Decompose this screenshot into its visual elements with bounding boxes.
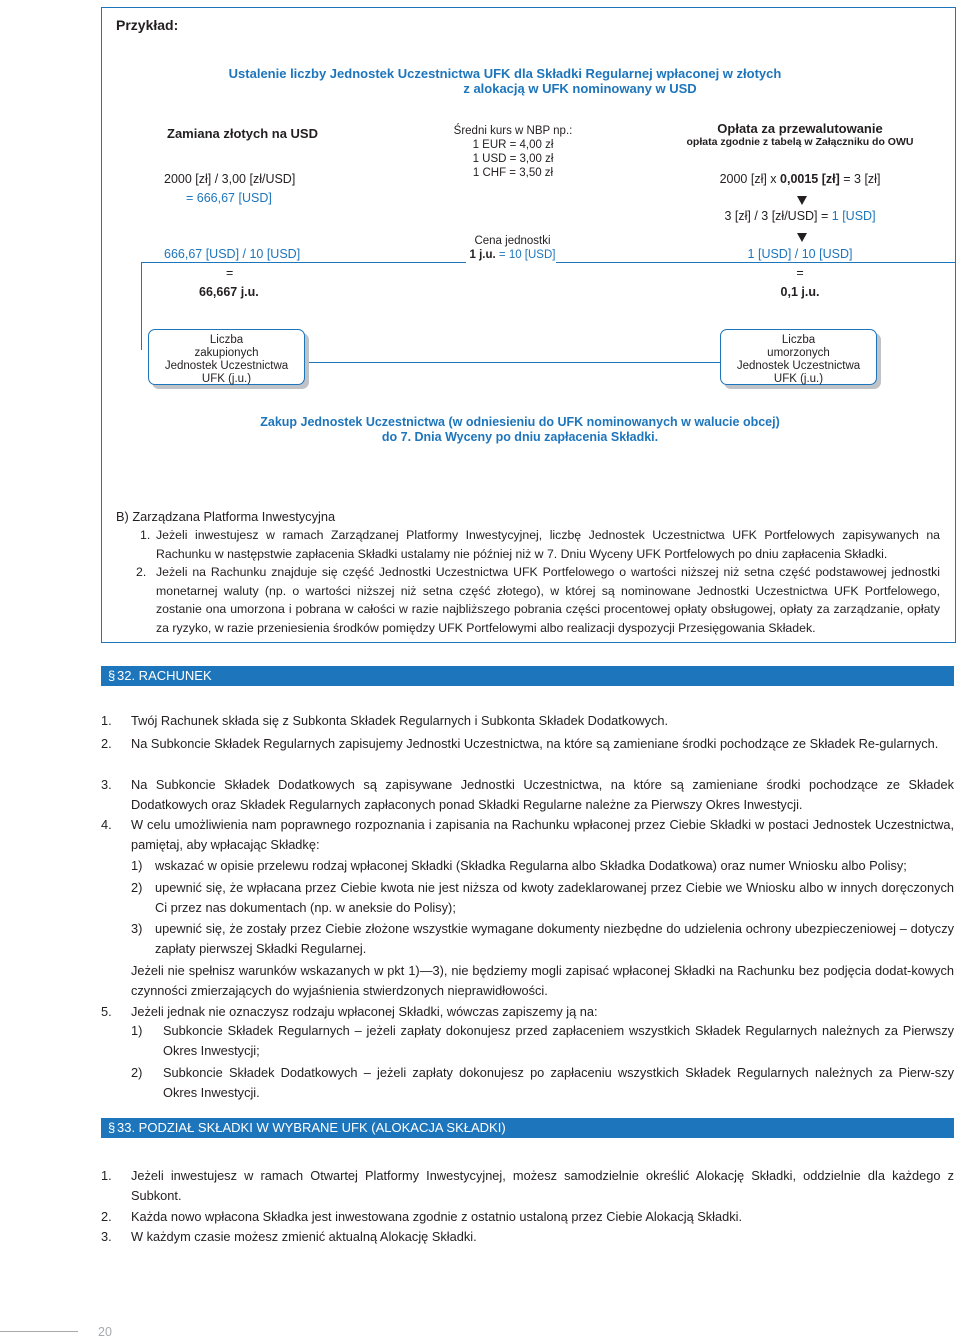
arrow-down-icon bbox=[797, 192, 807, 210]
rate-heading: Średni kurs w NBP np.: bbox=[453, 125, 573, 137]
s32-sub-number: 1) bbox=[131, 1023, 143, 1038]
right-eq: = bbox=[796, 266, 804, 280]
example-title-line1: Ustalenie liczby Jednostek Uczestnictwa UFK dla Składki Regularnej wpłaconej w złotych bbox=[228, 66, 782, 81]
right-heading: Opłata za przewalutowanie bbox=[717, 121, 883, 136]
right-calc1-c: = 3 [zł] bbox=[839, 172, 881, 186]
paragraph-icon: § bbox=[108, 668, 116, 683]
s32-sub-3: upewnić się, że zostały przez Ciebie złożone wszystkie wymagane dokumenty niezbędne do udzielenia ochrony ubezpieczeniowej – dotyczy zapłaty pierwszej Składki Regularnej. bbox=[155, 921, 954, 956]
pill-right-line: UFK (j.u.) bbox=[773, 373, 824, 385]
price-heading: Cena jednostki bbox=[474, 235, 551, 247]
section-33-title: 33. PODZIAŁ SKŁADKI W WYBRANE UFK (ALOKACJA SKŁADKI) bbox=[117, 1120, 506, 1135]
s33-item-2: Każda nowo wpłacona Składka jest inwestowana zgodnie z ostatnio ustaloną przez Ciebie Alokacją Składki. bbox=[131, 1209, 743, 1224]
s32-item-5: Jeżeli jednak nie oznaczysz rodzaju wpłaconej Składki, wówczas zapiszemy ją na: bbox=[131, 1004, 598, 1019]
s32-sub-number: 3) bbox=[131, 921, 143, 936]
right-calc2 bbox=[640, 209, 960, 223]
right-result: 0,1 j.u. bbox=[780, 285, 820, 299]
right-calc3: 1 [USD] / 10 [USD] bbox=[747, 247, 853, 261]
s32-item-number: 1. bbox=[101, 713, 112, 728]
b-item-1-text: Jeżeli inwestujesz w ramach Zarządzanej Platformy Inwestycyjnej, liczbę Jednostek Uczestnictwa UFK Portfelowych zapisywanych na Rachunku w następstwie zapłacenia Składki ustalamy nie później niż w 7. Dniu Wyceny UFK Portfelowych po dniu zapłacenia Składki. bbox=[156, 528, 940, 561]
right-calc1-fee: 0,0015 [zł] bbox=[780, 172, 840, 186]
rate-eur: 1 EUR = 4,00 zł bbox=[472, 139, 554, 151]
rate-block bbox=[448, 124, 578, 180]
s32-sub5-2: Subkoncie Składek Dodatkowych – jeżeli zapłaty dokonujesz po zapłaceniu wszystkich Składek Regularnych należnych za Pierw-szy Okres Inwestycji. bbox=[163, 1065, 954, 1100]
left-calc1: 2000 [zł] / 3,00 [zł/USD] bbox=[164, 172, 296, 186]
s33-item-number: 2. bbox=[101, 1209, 112, 1224]
left-result2: 66,667 j.u. bbox=[199, 285, 259, 299]
s33-item-1: Jeżeli inwestujesz w ramach Otwartej Platformy Inwestycyjnej, możesz samodzielnie określić Alokację Składki, oddzielnie dla każdego z Subkont. bbox=[131, 1168, 954, 1203]
section-32-title: 32. RACHUNEK bbox=[117, 668, 212, 683]
example-label: Przykład: bbox=[116, 17, 179, 33]
left-result1: = 666,67 [USD] bbox=[186, 191, 272, 205]
s32-item-3: Na Subkoncie Składek Dodatkowych są zapisywane Jednostki Uczestnictwa, na które są zamieniane środki pochodzące ze Składek Dodatkowych oraz Składek Regularnych zapłaconych ponad Składki Regularne należne za Pierwszy Okres Inwestycji. bbox=[131, 777, 954, 812]
s32-item-number: 2. bbox=[101, 736, 112, 751]
s33-item-3: W każdym czasie możesz zmienić aktualną Alokację Składki. bbox=[131, 1229, 477, 1244]
pill-left-line: zakupionych bbox=[194, 347, 259, 359]
s32-item-number: 5. bbox=[101, 1004, 112, 1019]
s32-item-number: 3. bbox=[101, 777, 112, 792]
section-32-header bbox=[101, 666, 954, 686]
s32-item-number: 4. bbox=[101, 817, 112, 832]
paragraph-icon: § bbox=[108, 1120, 116, 1135]
pill-redeemed-units bbox=[720, 329, 877, 385]
s32-sub-1: wskazać w opisie przelewu rodzaj wpłaconej Składki (Składka Regularna albo Składka Dodatkowa) oraz numer Wniosku albo Polisy; bbox=[155, 858, 907, 873]
s32-item-4-tail: Jeżeli nie spełnisz warunków wskazanych w pkt 1)—3), nie będziemy mogli zapisać wpłaconej Składki na Rachunku bez podjęcia dodat-kowych czynności zmierzających do wyjaśnienia stwierdzonych nieprawidłowości. bbox=[131, 963, 954, 998]
left-calc2: 666,67 [USD] / 10 [USD] bbox=[164, 247, 301, 261]
rate-usd: 1 USD = 3,00 zł bbox=[472, 153, 554, 165]
b-heading: B) Zarządzana Platforma Inwestycyjna bbox=[116, 509, 336, 524]
b-item-number: 1. bbox=[140, 528, 151, 542]
right-subheading: opłata zgodnie z tabelą w Załączniku do OWU bbox=[686, 136, 914, 148]
pill-right-line: Jednostek Uczestnictwa bbox=[736, 360, 861, 372]
pill-left-line: Jednostek Uczestnictwa bbox=[164, 360, 289, 372]
s33-item-number: 1. bbox=[101, 1168, 112, 1183]
s32-sub-number: 2) bbox=[131, 1065, 143, 1080]
b-item-2-text: Jeżeli na Rachunku znajduje się część Jednostki Uczestnictwa UFK Portfelowego o wartości niższej niż setna część podstawowej jednostki monetarnej waluty (np. o wartości niższej niż setna część złotego), w której są nominowane Jednostki Uczestnictwa UFK Portfelowego, zostanie ona umorzona i pobrana w całości w razie najbliższego pobrania części procentowej opłaty obsługowej, opłaty za zarządzanie, opłaty za ryzyko, w razie przeniesienia środków pomiędzy UFK Portfelowymi albo realizacji dyspozycji Przesięgowania Składek. bbox=[156, 565, 940, 635]
conclusion-line2: do 7. Dnia Wyceny po dniu zapłacenia Składki. bbox=[381, 430, 659, 444]
pill-right-line: umorzonych bbox=[767, 347, 830, 359]
section-33-header bbox=[101, 1118, 954, 1138]
pill-bought-units bbox=[148, 329, 305, 385]
conclusion-line1: Zakup Jednostek Uczestnictwa (w odniesieniu do UFK nominowanych w walucie obcej) bbox=[260, 415, 780, 429]
connector-line bbox=[556, 262, 956, 263]
s33-item-number: 3. bbox=[101, 1229, 112, 1244]
arrow-down-icon bbox=[797, 229, 807, 247]
s32-sub-number: 1) bbox=[131, 858, 143, 873]
s32-item-2: Na Subkoncie Składek Regularnych zapisujemy Jednostki Uczestnictwa, na które są zamieniane środki pochodzące ze Składek Re-gularnych. bbox=[131, 736, 939, 751]
b-item-1 bbox=[156, 526, 940, 563]
right-calc2-b: 1 [USD] bbox=[831, 209, 876, 223]
example-title-line2: z alokacją w UFK nominowany w USD bbox=[463, 81, 697, 96]
right-calc1 bbox=[640, 172, 960, 186]
right-calc2-a: 3 [zł] / 3 [zł/USD] = bbox=[724, 209, 832, 223]
s32-sub-2: upewnić się, że wpłacana przez Ciebie kwota nie jest niższa od kwoty zadeklarowanej przez Ciebie we Wniosku albo w innych doręczonych Ci przez nas dokumentach (np. w aneksie do Polisy); bbox=[155, 880, 954, 915]
rate-chf: 1 CHF = 3,50 zł bbox=[472, 167, 554, 179]
example-title bbox=[150, 66, 860, 96]
connector-line bbox=[308, 362, 728, 363]
price-unit: 1 j.u. bbox=[469, 249, 496, 261]
b-item-number: 2. bbox=[136, 565, 147, 579]
connector-line bbox=[141, 262, 466, 263]
pill-left-line: UFK (j.u.) bbox=[201, 373, 252, 385]
pill-right-line: Liczba bbox=[781, 334, 816, 346]
connector-line bbox=[141, 262, 142, 350]
left-eq: = bbox=[226, 266, 234, 280]
b-item-2 bbox=[156, 563, 940, 637]
left-heading: Zamiana złotych na USD bbox=[167, 126, 318, 141]
connector-line bbox=[955, 262, 956, 350]
example-conclusion bbox=[200, 415, 840, 445]
footer-rule bbox=[0, 1331, 78, 1332]
pill-left-line: Liczba bbox=[209, 334, 244, 346]
s32-item-4: W celu umożliwienia nam poprawnego rozpoznania i zapisania na Rachunku wpłaconej przez Ciebie Składki w postaci Jednostek Uczestnictwa, pamiętaj, aby wpłacając Składkę: bbox=[131, 817, 954, 852]
s32-sub-number: 2) bbox=[131, 880, 143, 895]
page-number: 20 bbox=[98, 1325, 112, 1339]
price-block bbox=[455, 234, 570, 262]
s32-item-1: Twój Rachunek składa się z Subkonta Składek Regularnych i Subkonta Składek Dodatkowych. bbox=[131, 713, 669, 728]
price-value: = 10 [USD] bbox=[495, 249, 556, 261]
right-calc1-a: 2000 [zł] x bbox=[719, 172, 781, 186]
s32-sub5-1: Subkoncie Składek Regularnych – jeżeli zapłaty dokonujesz przed zapłaceniem wszystkich Składek Regularnych należnych za Pierwszy Okres Inwestycji; bbox=[163, 1023, 954, 1058]
